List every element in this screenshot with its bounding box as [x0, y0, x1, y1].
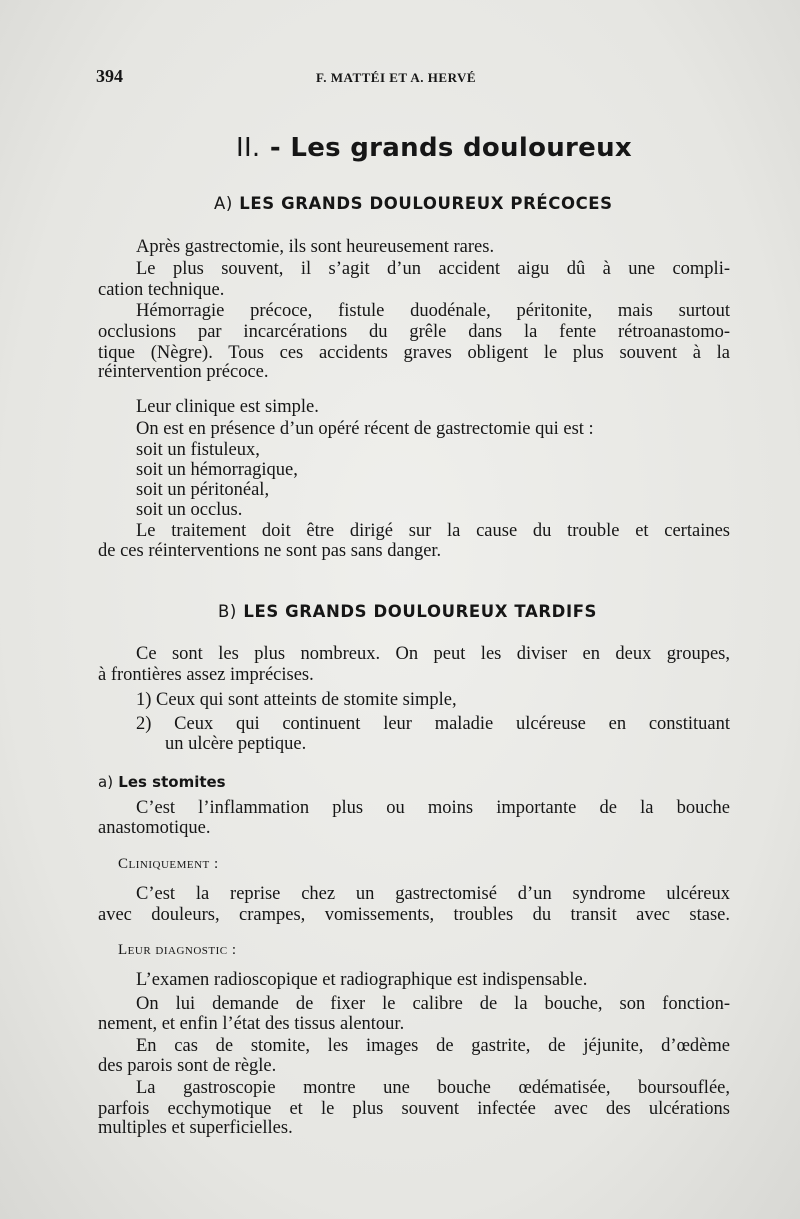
paragraph-line: réintervention précoce.: [98, 362, 269, 382]
paragraph-line: des parois sont de règle.: [98, 1056, 277, 1076]
paragraph-line: tique (Nègre). Tous ces accidents graves obligent le plus souvent à la: [98, 343, 730, 363]
paragraph-line: Après gastrectomie, ils sont heureusement rares.: [136, 237, 495, 257]
numbered-item: 2) Ceux qui continuent leur maladie ulcéreuse en constituant: [136, 714, 730, 734]
paragraph-line: nement, et enfin l’état des tissus alentour.: [98, 1014, 405, 1034]
paragraph-line: En cas de stomite, les images de gastrite, de jéjunite, d’œdème: [136, 1036, 730, 1056]
paragraph-line: parfois ecchymotique et le plus souvent infectée avec des ulcérations: [98, 1099, 730, 1119]
paragraph-line: de ces réinterventions ne sont pas sans danger.: [98, 541, 442, 561]
paragraph-line: avec douleurs, crampes, vomissements, troubles du transit avec stase.: [98, 905, 730, 925]
subsection-b-heading: [218, 602, 597, 621]
paragraph-line: Hémorragie précoce, fistule duodénale, péritonite, mais surtout: [136, 301, 730, 321]
paragraph-line: La gastroscopie montre une bouche œdématisée, boursouflée,: [136, 1078, 730, 1098]
paragraph-line: cation technique.: [98, 280, 225, 300]
subsection-b-marker: B): [218, 602, 237, 621]
subsubsection-a-title: Les stomites: [118, 773, 226, 791]
section-number: II.: [236, 133, 261, 163]
numbered-item-continuation: un ulcère peptique.: [165, 734, 307, 754]
paragraph-line: Le plus souvent, il s’agit d’un accident aigu dû à une compli-: [136, 259, 730, 279]
subsubsection-a-marker: a): [98, 773, 114, 791]
subsection-a-heading: [214, 194, 613, 213]
paragraph-line: Leur clinique est simple.: [136, 397, 319, 417]
list-item: soit un occlus.: [136, 500, 243, 520]
list-item: soit un hémorragique,: [136, 460, 298, 480]
section-dash: -: [269, 133, 281, 163]
paragraph-line: Ce sont les plus nombreux. On peut les diviser en deux groupes,: [136, 644, 730, 664]
page-number: 394: [96, 66, 123, 86]
list-item: soit un fistuleux,: [136, 440, 260, 460]
paragraph-line: occlusions par incarcérations du grêle dans la fente rétroanastomo-: [98, 322, 730, 342]
list-item: soit un péritonéal,: [136, 480, 270, 500]
diagnostic-label: Leur diagnostic :: [118, 942, 237, 958]
paragraph-line: On lui demande de fixer le calibre de la bouche, son fonction-: [136, 994, 730, 1014]
paragraph-line: multiples et superficielles.: [98, 1118, 293, 1138]
subsection-b-title: LES GRANDS DOULOUREUX TARDIFS: [243, 602, 598, 621]
subsection-a-marker: A): [214, 194, 233, 213]
paragraph-line: C’est l’inflammation plus ou moins importante de la bouche: [136, 798, 730, 818]
section-title: Les grands douloureux: [290, 133, 632, 163]
paragraph-line: à frontières assez imprécises.: [98, 665, 314, 685]
paragraph-line: On est en présence d’un opéré récent de gastrectomie qui est :: [136, 419, 594, 439]
numbered-item: 1) Ceux qui sont atteints de stomite simple,: [136, 690, 457, 710]
clinique-label: Cliniquement :: [118, 856, 219, 872]
paragraph-line: anastomotique.: [98, 818, 211, 838]
running-head: F. MATTÉI ET A. HERVÉ: [316, 70, 477, 85]
subsubsection-a-heading: [98, 773, 226, 791]
paragraph-line: C’est la reprise chez un gastrectomisé d’un syndrome ulcéreux: [136, 884, 730, 904]
subsection-a-title: LES GRANDS DOULOUREUX PRÉCOCES: [239, 194, 613, 213]
paragraph-line: L’examen radioscopique et radiographique est indispensable.: [136, 970, 588, 990]
paragraph-line: Le traitement doit être dirigé sur la cause du trouble et certaines: [136, 521, 730, 541]
section-heading: [236, 133, 632, 163]
